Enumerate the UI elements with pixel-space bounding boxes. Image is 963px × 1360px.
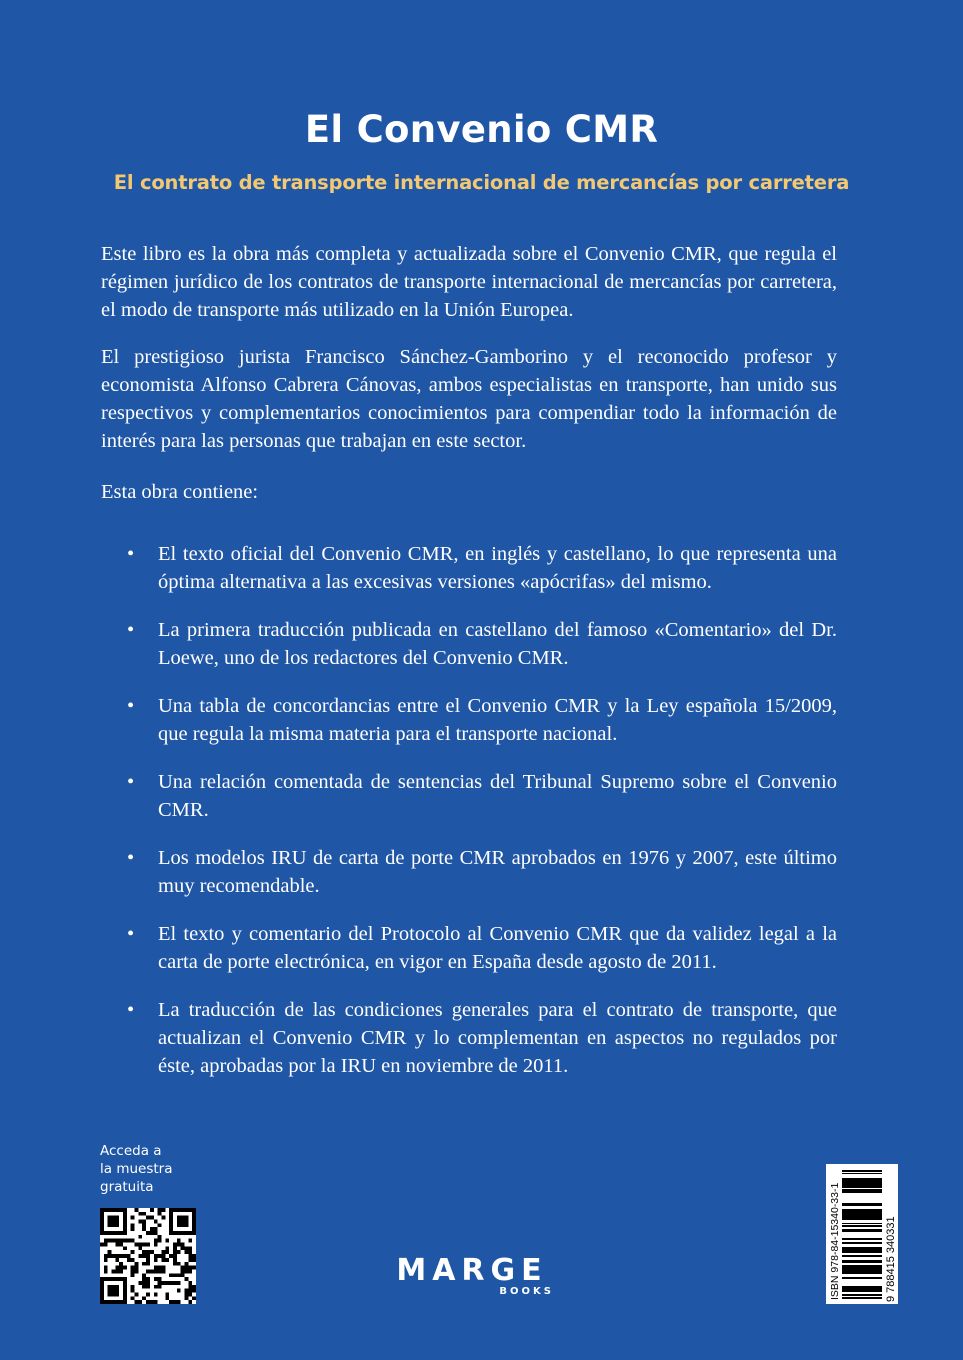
- isbn-barcode: [826, 1164, 898, 1304]
- bullet-icon: •: [127, 771, 135, 793]
- list-item-text: El texto y comentario del Protocolo al Convenio CMR que da validez legal a la carta de porte electrónica, en vigor en España desde agosto de 2011.: [158, 923, 837, 973]
- list-item: [101, 920, 837, 976]
- qr-code-icon[interactable]: [100, 1208, 196, 1304]
- authors-paragraph: El prestigioso jurista Francisco Sánchez-Gamborino y el reconocido profesor y economista Alfonso Cabrera Cánovas, ambos especialistas en transporte, han unido sus respectivos y complementarios conocimientos para compendiar todo la información de interés para las personas que trabajan en este sector.: [101, 346, 837, 452]
- publisher-logo: [384, 1254, 560, 1304]
- list-item-text: Una tabla de concordancias entre el Convenio CMR y la Ley española 15/2009, que regula la misma materia para el transporte nacional.: [158, 695, 837, 745]
- list-item: [101, 996, 837, 1080]
- list-item: [101, 768, 837, 824]
- qr-caption: [100, 1142, 210, 1196]
- list-item: [101, 616, 837, 672]
- list-item-text: Los modelos IRU de carta de porte CMR aprobados en 1976 y 2007, este último muy recomendable.: [158, 847, 837, 897]
- book-title: El Convenio CMR: [304, 108, 659, 151]
- bullet-icon: •: [127, 619, 135, 641]
- list-item-text: La primera traducción publicada en castellano del famoso «Comentario» del Dr. Loewe, uno de los redactores del Convenio CMR.: [158, 619, 837, 669]
- bullet-icon: •: [127, 923, 135, 945]
- list-item: [101, 540, 837, 596]
- list-item: [101, 692, 837, 748]
- contents-list: [101, 540, 837, 1100]
- bullet-icon: •: [127, 543, 135, 565]
- barcode-digits: 9 788415 340331: [885, 1216, 897, 1302]
- book-subtitle: El contrato de transporte internacional de mercancías por carretera: [113, 171, 850, 194]
- list-item: [101, 844, 837, 900]
- publisher-sub: BOOKS: [499, 1286, 554, 1297]
- intro-paragraph: Este libro es la obra más completa y actualizada sobre el Convenio CMR, que regula el régimen jurídico de los contratos de transporte internacional de mercancías por carretera, el modo de transporte más utilizado en la Unión Europea.: [101, 243, 837, 321]
- contents-heading: Esta obra contiene:: [101, 481, 259, 503]
- barcode-bars-icon: [842, 1170, 882, 1299]
- bullet-icon: •: [127, 847, 135, 869]
- qr-caption-line: Acceda a: [100, 1143, 162, 1159]
- publisher-name: MARGE: [396, 1253, 548, 1288]
- list-item-text: El texto oficial del Convenio CMR, en inglés y castellano, lo que representa una óptima alternativa a las excesivas versiones «apócrifas» del mismo.: [158, 543, 837, 593]
- isbn-text: ISBN 978-84-15340-33-1: [829, 1182, 841, 1300]
- list-item-text: Una relación comentada de sentencias del Tribunal Supremo sobre el Convenio CMR.: [158, 771, 837, 821]
- bullet-icon: •: [127, 695, 135, 717]
- qr-caption-line: la muestra: [100, 1161, 173, 1177]
- list-item-text: La traducción de las condiciones generales para el contrato de transporte, que actualizan el Convenio CMR y lo complementan en aspectos no regulados por éste, aprobadas por la IRU en noviembre de 2011.: [158, 999, 837, 1077]
- qr-caption-line: gratuita: [100, 1179, 154, 1195]
- bullet-icon: •: [127, 999, 135, 1021]
